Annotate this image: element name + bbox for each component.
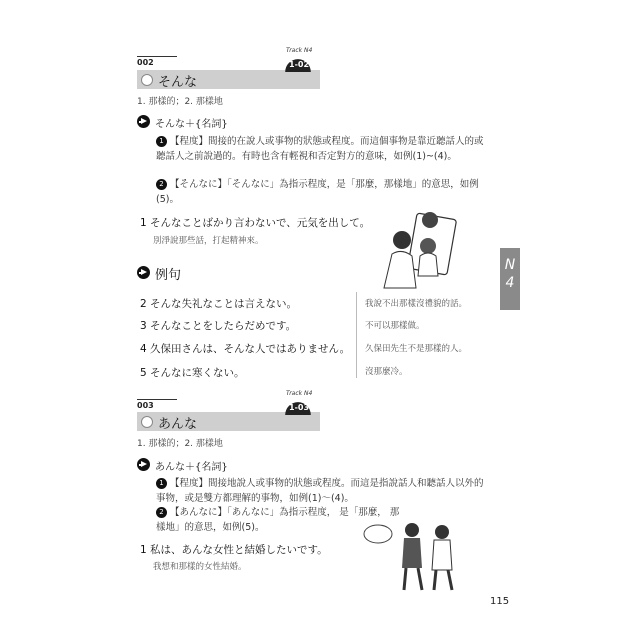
entry-number: 003 — [137, 399, 177, 410]
number-badge: 1 — [156, 136, 167, 147]
example-sentence: 5 そんなに寒くない。 — [140, 367, 245, 379]
entry-number: 002 — [137, 56, 177, 67]
entry-gloss: 1. 那樣的；2. 那樣地 — [137, 439, 223, 449]
example-sentence: 4 久保田さんは、そんな人ではありません。 — [140, 343, 351, 355]
arrow-right-icon — [137, 458, 150, 471]
illustration-mirror-people — [378, 210, 460, 290]
page-number: 115 — [490, 596, 510, 607]
arrow-right-icon — [137, 115, 150, 128]
column-divider — [356, 292, 357, 378]
number-badge: 2 — [156, 179, 167, 190]
usage-note — [156, 177, 491, 207]
side-tab-number: 4 — [505, 275, 515, 291]
example-translation: 沒那麼冷。 — [365, 367, 408, 377]
track-label: Track N4 — [286, 390, 313, 397]
example-translation: 別淨說那些話，打起精神來。 — [153, 236, 264, 246]
grammar-pattern: そんな＋{名詞} — [155, 119, 228, 130]
bullet-circle-icon — [141, 416, 153, 428]
example-sentence: 1 私は、あんな女性と結婚したいです。 — [140, 544, 328, 556]
note-text: 【あんなに】「あんなに」為指示程度， 是「那麼， 那樣地」的意思，如例(5)。 — [156, 507, 400, 533]
entry-word: あんな — [158, 417, 198, 432]
track-number: 1-02 — [289, 60, 310, 69]
example-translation: 久保田先生不是那樣的人。 — [365, 344, 468, 354]
entry-word: そんな — [158, 75, 198, 90]
level-side-tab — [500, 248, 520, 310]
example-sentence: 3 そんなことをしたらだめです。 — [140, 320, 297, 332]
note-text: 【程度】間接地說人或事物的狀態或程度。而這是指說話人和聽話人以外的事物，或是雙方都理解的事物，如例(1)～(4)。 — [156, 478, 484, 504]
number-badge: 1 — [156, 478, 167, 489]
usage-note — [156, 476, 491, 506]
example-sentence: 2 そんな失礼なことは言えない。 — [140, 298, 298, 310]
number-badge: 2 — [156, 507, 167, 518]
side-tab-letter: N — [504, 257, 516, 273]
note-text: 【程度】間接的在說人或事物的狀態或程度。而這個事物是靠近聽話人的或聽話人之前說過的。有時也含有輕視和否定對方的意味，如例(1)~(4)。 — [156, 136, 484, 162]
arrow-right-icon — [137, 266, 150, 279]
entry-gloss: 1. 那樣的；2. 那樣地 — [137, 97, 223, 107]
example-translation: 我說不出那樣沒禮貌的話。 — [365, 299, 468, 309]
grammar-pattern: あんな＋{名詞} — [155, 462, 228, 473]
bullet-circle-icon — [141, 74, 153, 86]
example-translation: 我想和那樣的女性結婚。 — [153, 562, 247, 572]
note-text: 【そんなに】「そんなに」為指示程度，是「那麼，那樣地」的意思，如例(5)。 — [156, 179, 479, 205]
example-translation: 不可以那樣做。 — [365, 321, 425, 331]
usage-note — [156, 134, 491, 164]
illustration-two-men-walking — [360, 520, 470, 592]
track-number: 1-03 — [289, 403, 310, 412]
example-sentence: 1 そんなことばかり言わないで、元気を出して。 — [140, 217, 371, 229]
track-label: Track N4 — [286, 47, 313, 54]
examples-title: 例句 — [155, 268, 182, 283]
